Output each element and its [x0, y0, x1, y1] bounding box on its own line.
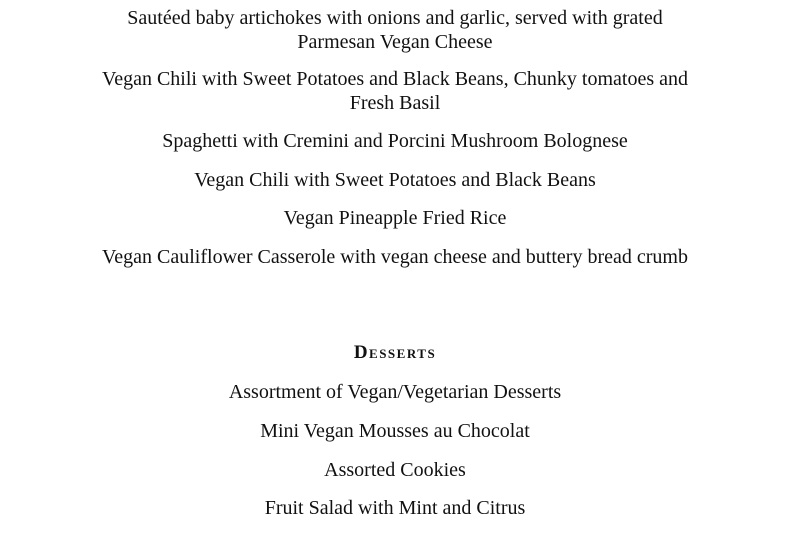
menu-item-cauliflower-casserole: Vegan Cauliflower Casserole with vegan cheese and buttery bread crumb	[102, 246, 688, 268]
dessert-item-fruit-salad: Fruit Salad with Mint and Citrus	[264, 497, 526, 519]
menu-item-fried-rice: Vegan Pineapple Fried Rice	[283, 207, 507, 229]
menu-item-vegan-chili-basil: Vegan Chili with Sweet Potatoes and Black Beans, Chunky tomatoes and Fresh Basil	[101, 68, 689, 114]
menu-item-spaghetti-bolognese: Spaghetti with Cremini and Porcini Mushroom Bolognese	[162, 130, 628, 152]
menu-item-vegan-chili: Vegan Chili with Sweet Potatoes and Black Beans	[194, 169, 596, 191]
dessert-item-assortment: Assortment of Vegan/Vegetarian Desserts	[228, 381, 562, 403]
menu-item-artichokes: Sautéed baby artichokes with onions and garlic, served with grated Parmesan Vegan Cheese	[127, 7, 663, 53]
dessert-item-mousses: Mini Vegan Mousses au Chocolat	[260, 420, 530, 442]
dessert-item-cookies: Assorted Cookies	[324, 459, 466, 481]
desserts-heading: Desserts	[353, 342, 437, 363]
